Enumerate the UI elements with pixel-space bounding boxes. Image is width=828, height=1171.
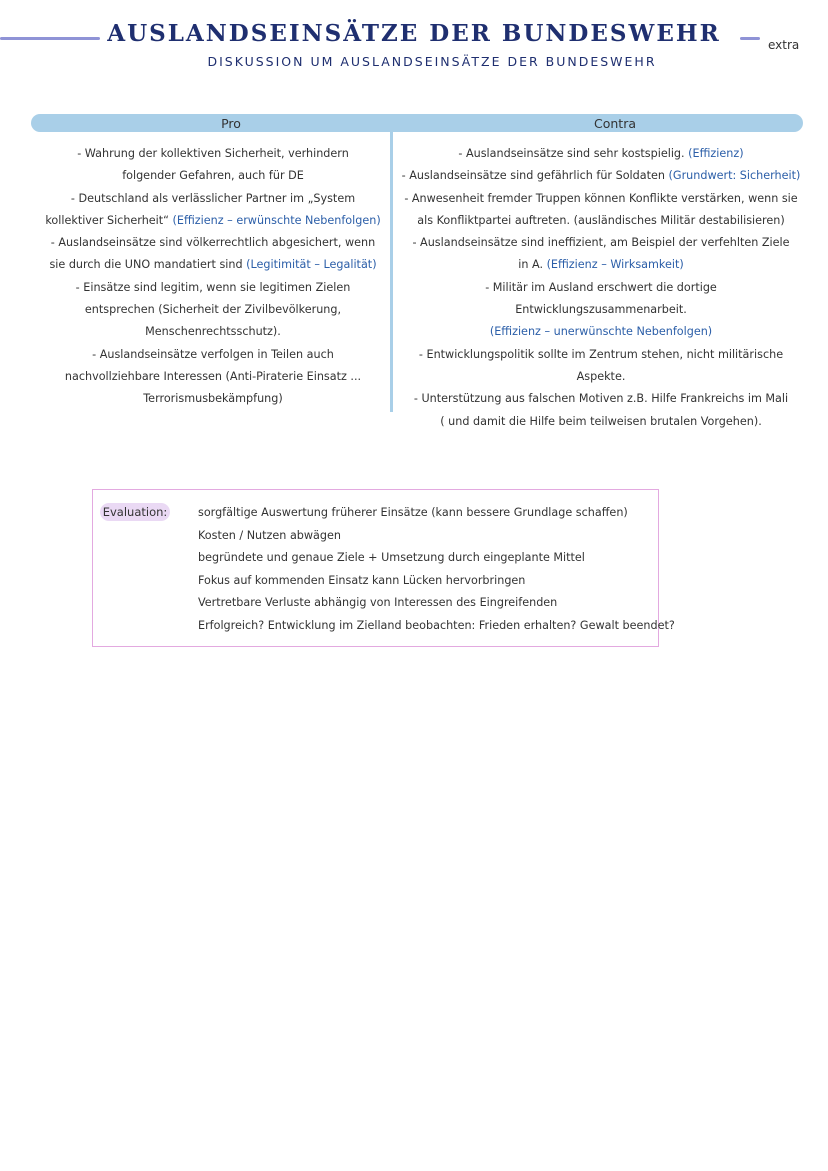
contra-line xyxy=(398,210,804,232)
contra-criterion-tag: (Grundwert: Sicherheit) xyxy=(668,169,801,183)
evaluation-label: Evaluation: xyxy=(100,503,170,521)
contra-line-text: - Entwicklungspolitik sollte im Zentrum stehen, nicht militärische Aspekte. xyxy=(418,347,784,383)
extra-tag: extra xyxy=(768,38,800,52)
contra-list xyxy=(398,143,804,433)
contra-line xyxy=(398,277,804,322)
pro-line-text: - Auslandseinsätze verfolgen in Teilen auch xyxy=(92,347,334,361)
evaluation-item: Kosten / Nutzen abwägen xyxy=(198,528,341,542)
pro-line-text: nachvollziehbare Interessen (Anti-Piraterie Einsatz ... xyxy=(64,369,362,383)
pro-line xyxy=(45,344,381,366)
contra-criterion-tag: (Effizienz – Wirksamkeit) xyxy=(546,258,684,272)
pro-line-text: - Auslandseinsätze sind völkerrechtlich abgesichert, wenn xyxy=(50,236,376,250)
pro-line xyxy=(45,188,381,210)
pro-line xyxy=(45,143,381,165)
evaluation-item: Fokus auf kommenden Einsatz kann Lücken hervorbringen xyxy=(198,573,526,587)
pro-line xyxy=(45,277,381,299)
column-divider xyxy=(390,132,393,412)
pro-line xyxy=(45,366,381,388)
contra-line-text: als Konfliktpartei auftreten. (ausländisches Militär destabilisieren) xyxy=(417,213,785,227)
pro-line xyxy=(45,321,381,343)
contra-line-text: - Militär im Ausland erschwert die dortige Entwicklungszusammenarbeit. xyxy=(485,280,717,317)
pro-line xyxy=(45,388,381,410)
evaluation-item: Erfolgreich? Entwicklung im Zielland beobachten: Frieden erhalten? Gewalt beendet? xyxy=(198,618,675,632)
page-subtitle: DISKUSSION UM AUSLANDSEINSÄTZE DER BUNDESWEHR xyxy=(207,54,657,69)
contra-line xyxy=(398,344,804,389)
pro-line-text: entsprechen (Sicherheit der Zivilbevölkerung, xyxy=(84,303,342,317)
pro-line-text: Menschenrechtsschutz). xyxy=(145,325,281,339)
pro-heading: Pro xyxy=(221,116,241,131)
contra-line xyxy=(398,165,804,187)
pro-line-text: folgender Gefahren, auch für DE xyxy=(122,169,304,183)
contra-line xyxy=(398,254,804,276)
contra-line-text: in A. xyxy=(518,258,547,272)
contra-heading: Contra xyxy=(594,116,636,131)
page-title: AUSLANDSEINSÄTZE DER BUNDESWEHR xyxy=(107,20,721,47)
contra-line-text: - Anwesenheit fremder Truppen können Konflikte verstärken, wenn sie xyxy=(404,191,798,205)
pro-criterion-tag: (Effizienz – erwünschte Nebenfolgen) xyxy=(172,213,381,227)
contra-line xyxy=(398,388,804,410)
contra-line xyxy=(398,411,804,433)
pro-line xyxy=(45,232,381,254)
contra-criterion-tag: (Effizienz – unerwünschte Nebenfolgen) xyxy=(489,325,713,339)
contra-line xyxy=(398,232,804,254)
contra-line xyxy=(398,321,804,343)
evaluation-item: sorgfältige Auswertung früherer Einsätze (kann bessere Grundlage schaffen) xyxy=(198,506,628,519)
evaluation-list xyxy=(198,502,675,637)
pro-criterion-tag: (Legitimität – Legalität) xyxy=(246,258,377,272)
pro-list xyxy=(45,143,381,411)
contra-line xyxy=(398,143,804,165)
pro-line-text: kollektiver Sicherheit“ xyxy=(45,213,173,227)
pro-line xyxy=(45,210,381,232)
contra-criterion-tag: (Effizienz) xyxy=(688,147,744,160)
pro-line xyxy=(45,165,381,187)
pro-line-text: sie durch die UNO mandatiert sind xyxy=(49,258,247,272)
pro-line-text: - Deutschland als verlässlicher Partner im „System xyxy=(70,191,356,205)
contra-line-text: - Auslandseinsätze sind gefährlich für Soldaten xyxy=(401,169,669,183)
pro-line xyxy=(45,254,381,276)
contra-line-text: ( und damit die Hilfe beim teilweisen brutalen Vorgehen). xyxy=(440,414,762,428)
evaluation-item: Vertretbare Verluste abhängig von Interessen des Eingreifenden xyxy=(198,596,558,609)
contra-line-text: - Auslandseinsätze sind ineffizient, am Beispiel der verfehlten Ziele xyxy=(412,236,790,250)
pro-line-text: - Einsätze sind legitim, wenn sie legitimen Zielen xyxy=(75,280,351,294)
contra-line xyxy=(398,188,804,210)
evaluation-item: begründete und genaue Ziele + Umsetzung durch eingeplante Mittel xyxy=(198,551,585,564)
contra-line-text: - Auslandseinsätze sind sehr kostspielig. xyxy=(458,147,689,160)
pro-line-text: Terrorismusbekämpfung) xyxy=(143,392,283,406)
pro-line-text: - Wahrung der kollektiven Sicherheit, verhindern xyxy=(77,147,349,160)
pro-line xyxy=(45,299,381,321)
contra-line-text: - Unterstützung aus falschen Motiven z.B. Hilfe Frankreichs im Mali xyxy=(413,392,789,406)
